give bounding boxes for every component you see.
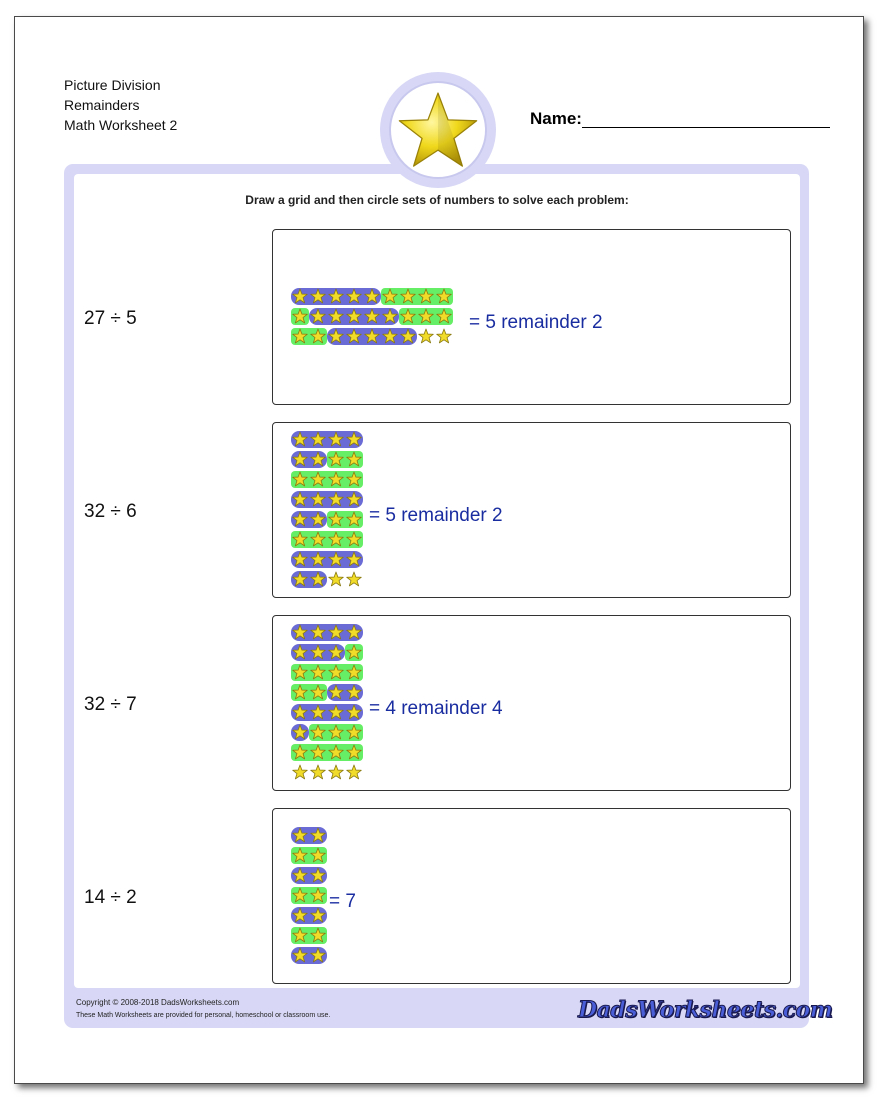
star-cell xyxy=(345,664,363,681)
star-cell xyxy=(345,744,363,761)
star-cell xyxy=(399,328,417,345)
star-cell xyxy=(327,664,345,681)
star-cell xyxy=(363,328,381,345)
star-icon xyxy=(346,471,362,487)
star-row xyxy=(291,308,453,325)
star-cell xyxy=(309,704,327,721)
star-icon xyxy=(292,511,308,527)
star-cell xyxy=(309,684,327,701)
star-icon xyxy=(328,684,344,700)
star-cell xyxy=(345,724,363,741)
star-icon xyxy=(328,744,344,760)
star-cell xyxy=(291,471,309,488)
star-icon xyxy=(292,724,308,740)
star-icon xyxy=(292,551,308,567)
star-icon xyxy=(310,288,326,304)
star-row xyxy=(291,624,363,641)
name-label: Name: xyxy=(530,109,582,128)
star-cell xyxy=(327,451,345,468)
star-cell xyxy=(309,431,327,448)
star-cell xyxy=(309,531,327,548)
star-cell xyxy=(291,947,309,964)
star-cell xyxy=(309,551,327,568)
star-row xyxy=(291,704,363,721)
star-icon xyxy=(436,288,452,304)
star-cell xyxy=(327,684,345,701)
star-row xyxy=(291,531,363,548)
star-cell xyxy=(435,308,453,325)
star-icon xyxy=(364,308,380,324)
problem-3-answer: = 4 remainder 4 xyxy=(369,698,503,719)
star-cell xyxy=(291,571,309,588)
star-row xyxy=(291,471,363,488)
star-row xyxy=(291,431,363,448)
star-cell xyxy=(291,551,309,568)
star-row xyxy=(291,644,363,661)
star-row xyxy=(291,927,327,944)
worksheet-title-line-3: Math Worksheet 2 xyxy=(64,117,178,133)
star-icon xyxy=(310,328,326,344)
star-icon xyxy=(292,744,308,760)
star-icon xyxy=(310,664,326,680)
star-cell xyxy=(327,704,345,721)
star-cell xyxy=(291,328,309,345)
star-cell xyxy=(291,491,309,508)
star-icon xyxy=(364,288,380,304)
star-icon xyxy=(310,624,326,640)
star-icon xyxy=(346,288,362,304)
star-cell xyxy=(309,827,327,844)
star-cell xyxy=(291,624,309,641)
star-cell xyxy=(327,328,345,345)
star-icon xyxy=(400,288,416,304)
star-cell xyxy=(291,664,309,681)
star-icon xyxy=(310,887,326,903)
star-cell xyxy=(291,531,309,548)
problem-4-answer: = 7 xyxy=(329,891,356,912)
star-cell xyxy=(435,288,453,305)
star-icon xyxy=(328,551,344,567)
star-icon xyxy=(292,308,308,324)
star-cell xyxy=(309,471,327,488)
star-icon xyxy=(328,511,344,527)
star-cell xyxy=(345,288,363,305)
star-icon xyxy=(418,288,434,304)
star-icon xyxy=(346,764,362,780)
star-cell xyxy=(381,328,399,345)
star-cell xyxy=(291,511,309,528)
star-row xyxy=(291,551,363,568)
star-cell xyxy=(309,887,327,904)
star-cell xyxy=(345,684,363,701)
star-icon xyxy=(310,827,326,843)
star-row xyxy=(291,571,363,588)
star-row xyxy=(291,764,363,781)
star-cell xyxy=(345,764,363,781)
star-icon xyxy=(364,328,380,344)
star-cell xyxy=(309,511,327,528)
star-cell xyxy=(345,511,363,528)
star-icon xyxy=(310,867,326,883)
star-icon xyxy=(292,664,308,680)
star-cell xyxy=(363,308,381,325)
star-icon xyxy=(310,511,326,527)
star-icon xyxy=(310,764,326,780)
star-icon xyxy=(346,328,362,344)
star-cell xyxy=(417,328,435,345)
star-row xyxy=(291,511,363,528)
star-icon xyxy=(328,644,344,660)
star-icon xyxy=(346,551,362,567)
star-cell xyxy=(327,744,345,761)
star-row xyxy=(291,491,363,508)
star-cell xyxy=(381,308,399,325)
star-icon xyxy=(292,867,308,883)
problem-1-label: 27 ÷ 5 xyxy=(84,308,137,329)
star-icon xyxy=(346,531,362,547)
star-icon xyxy=(436,328,452,344)
star-icon xyxy=(292,288,308,304)
star-row xyxy=(291,451,363,468)
star-icon xyxy=(346,308,362,324)
star-icon xyxy=(310,684,326,700)
star-icon xyxy=(310,947,326,963)
problem-2-label: 32 ÷ 6 xyxy=(84,501,137,522)
star-row xyxy=(291,684,363,701)
star-icon xyxy=(400,308,416,324)
star-row xyxy=(291,288,453,305)
star-icon xyxy=(292,847,308,863)
star-icon xyxy=(328,451,344,467)
star-cell xyxy=(291,827,309,844)
star-icon xyxy=(400,328,416,344)
star-cell xyxy=(291,867,309,884)
star-cell xyxy=(363,288,381,305)
star-cell xyxy=(309,664,327,681)
star-cell xyxy=(291,927,309,944)
star-icon xyxy=(346,724,362,740)
star-cell xyxy=(291,451,309,468)
star-icon xyxy=(310,451,326,467)
star-row xyxy=(291,744,363,761)
star-icon xyxy=(418,328,434,344)
star-cell xyxy=(291,847,309,864)
star-cell xyxy=(345,431,363,448)
star-cell xyxy=(309,724,327,741)
star-cell xyxy=(291,704,309,721)
star-icon xyxy=(328,471,344,487)
star-cell xyxy=(309,947,327,964)
problem-3-star-grid xyxy=(291,624,363,784)
star-cell xyxy=(327,551,345,568)
star-icon xyxy=(310,644,326,660)
star-cell xyxy=(345,551,363,568)
star-cell xyxy=(291,744,309,761)
star-icon xyxy=(418,308,434,324)
star-cell xyxy=(327,288,345,305)
star-row xyxy=(291,887,327,904)
star-icon xyxy=(346,451,362,467)
star-cell xyxy=(291,907,309,924)
star-cell xyxy=(345,451,363,468)
star-cell xyxy=(309,328,327,345)
star-cell xyxy=(309,644,327,661)
star-icon xyxy=(292,927,308,943)
star-cell xyxy=(327,624,345,641)
star-icon xyxy=(310,927,326,943)
star-icon xyxy=(328,764,344,780)
name-write-line[interactable] xyxy=(582,127,830,128)
star-cell xyxy=(327,644,345,661)
star-cell xyxy=(291,288,309,305)
worksheet-title-line-1: Picture Division xyxy=(64,77,161,93)
star-cell xyxy=(327,471,345,488)
star-cell xyxy=(435,328,453,345)
star-icon xyxy=(292,471,308,487)
star-icon xyxy=(292,684,308,700)
star-row xyxy=(291,827,327,844)
star-icon xyxy=(328,624,344,640)
star-icon xyxy=(346,491,362,507)
star-cell xyxy=(291,764,309,781)
problem-3-label: 32 ÷ 7 xyxy=(84,694,137,715)
star-cell xyxy=(417,288,435,305)
star-cell xyxy=(327,308,345,325)
star-icon xyxy=(310,308,326,324)
problem-1-answer: = 5 remainder 2 xyxy=(469,312,603,333)
star-cell xyxy=(381,288,399,305)
star-cell xyxy=(345,704,363,721)
problem-2-star-grid xyxy=(291,431,363,591)
star-cell xyxy=(309,288,327,305)
star-icon xyxy=(292,827,308,843)
star-icon xyxy=(292,491,308,507)
star-row xyxy=(291,867,327,884)
problem-4-label: 14 ÷ 2 xyxy=(84,887,137,908)
star-cell xyxy=(327,764,345,781)
star-icon xyxy=(292,328,308,344)
star-icon xyxy=(346,684,362,700)
star-icon xyxy=(346,571,362,587)
star-cell xyxy=(309,927,327,944)
instructions: Draw a grid and then circle sets of numbers to solve each problem: xyxy=(245,193,629,207)
star-cell xyxy=(327,511,345,528)
star-cell xyxy=(309,744,327,761)
star-icon xyxy=(310,704,326,720)
star-cell xyxy=(345,308,363,325)
star-icon xyxy=(310,724,326,740)
star-icon xyxy=(328,308,344,324)
problem-2-answer: = 5 remainder 2 xyxy=(369,505,503,526)
problem-1-answer-box[interactable] xyxy=(272,229,791,405)
star-icon xyxy=(292,887,308,903)
star-cell xyxy=(309,624,327,641)
star-cell xyxy=(309,867,327,884)
star-cell xyxy=(309,451,327,468)
star-icon xyxy=(292,451,308,467)
star-cell xyxy=(327,531,345,548)
star-cell xyxy=(327,724,345,741)
star-cell xyxy=(327,571,345,588)
star-icon xyxy=(346,624,362,640)
star-cell xyxy=(345,624,363,641)
star-icon xyxy=(382,288,398,304)
star-cell xyxy=(309,571,327,588)
star-row xyxy=(291,724,363,741)
star-icon xyxy=(328,431,344,447)
star-cell xyxy=(309,847,327,864)
star-cell xyxy=(291,724,309,741)
star-cell xyxy=(291,431,309,448)
star-cell xyxy=(345,491,363,508)
star-cell xyxy=(291,644,309,661)
problem-3-answer-box[interactable] xyxy=(272,615,791,791)
star-icon xyxy=(328,571,344,587)
problem-2-answer-box[interactable] xyxy=(272,422,791,598)
star-cell xyxy=(309,907,327,924)
star-cell xyxy=(291,308,309,325)
worksheet-title-line-2: Remainders xyxy=(64,97,140,113)
star-row xyxy=(291,328,453,345)
star-icon xyxy=(292,704,308,720)
star-icon xyxy=(310,571,326,587)
star-icon xyxy=(328,288,344,304)
star-cell xyxy=(345,531,363,548)
star-icon xyxy=(328,704,344,720)
star-cell xyxy=(399,308,417,325)
star-cell xyxy=(345,644,363,661)
star-icon xyxy=(328,491,344,507)
star-icon xyxy=(328,531,344,547)
star-icon xyxy=(310,744,326,760)
star-cell xyxy=(309,491,327,508)
star-cell xyxy=(345,471,363,488)
footer-copyright: Copyright © 2008-2018 DadsWorksheets.com xyxy=(76,998,240,1007)
footer-note: These Math Worksheets are provided for personal, homeschool or classroom use. xyxy=(76,1012,331,1019)
star-icon xyxy=(328,328,344,344)
star-icon xyxy=(310,847,326,863)
star-icon xyxy=(396,88,480,172)
problem-4-answer-box[interactable] xyxy=(272,808,791,984)
star-icon xyxy=(310,491,326,507)
star-cell xyxy=(291,887,309,904)
star-icon xyxy=(292,907,308,923)
star-icon xyxy=(310,531,326,547)
star-icon xyxy=(310,431,326,447)
star-cell xyxy=(417,308,435,325)
star-icon xyxy=(310,551,326,567)
star-icon xyxy=(346,744,362,760)
star-icon xyxy=(436,308,452,324)
star-cell xyxy=(327,431,345,448)
star-icon xyxy=(346,511,362,527)
star-icon xyxy=(292,624,308,640)
star-icon xyxy=(382,308,398,324)
star-row xyxy=(291,947,327,964)
star-cell xyxy=(327,491,345,508)
star-cell xyxy=(291,684,309,701)
star-cell xyxy=(345,328,363,345)
star-cell xyxy=(309,308,327,325)
star-cell xyxy=(399,288,417,305)
star-row xyxy=(291,847,327,864)
star-icon xyxy=(310,471,326,487)
star-row xyxy=(291,907,327,924)
star-icon xyxy=(328,724,344,740)
problem-4-star-grid xyxy=(291,827,327,967)
star-icon xyxy=(328,664,344,680)
star-icon xyxy=(310,907,326,923)
star-icon xyxy=(292,947,308,963)
star-icon xyxy=(346,704,362,720)
star-cell xyxy=(345,571,363,588)
star-row xyxy=(291,664,363,681)
star-icon xyxy=(292,764,308,780)
brand-logo: DadsWorksheets.com xyxy=(578,997,833,1023)
star-icon xyxy=(292,571,308,587)
star-icon xyxy=(382,328,398,344)
star-icon xyxy=(346,644,362,660)
star-icon xyxy=(292,431,308,447)
problem-1-star-grid xyxy=(291,288,453,348)
star-icon xyxy=(292,531,308,547)
star-icon xyxy=(292,644,308,660)
star-icon xyxy=(346,664,362,680)
star-cell xyxy=(309,764,327,781)
star-icon xyxy=(346,431,362,447)
